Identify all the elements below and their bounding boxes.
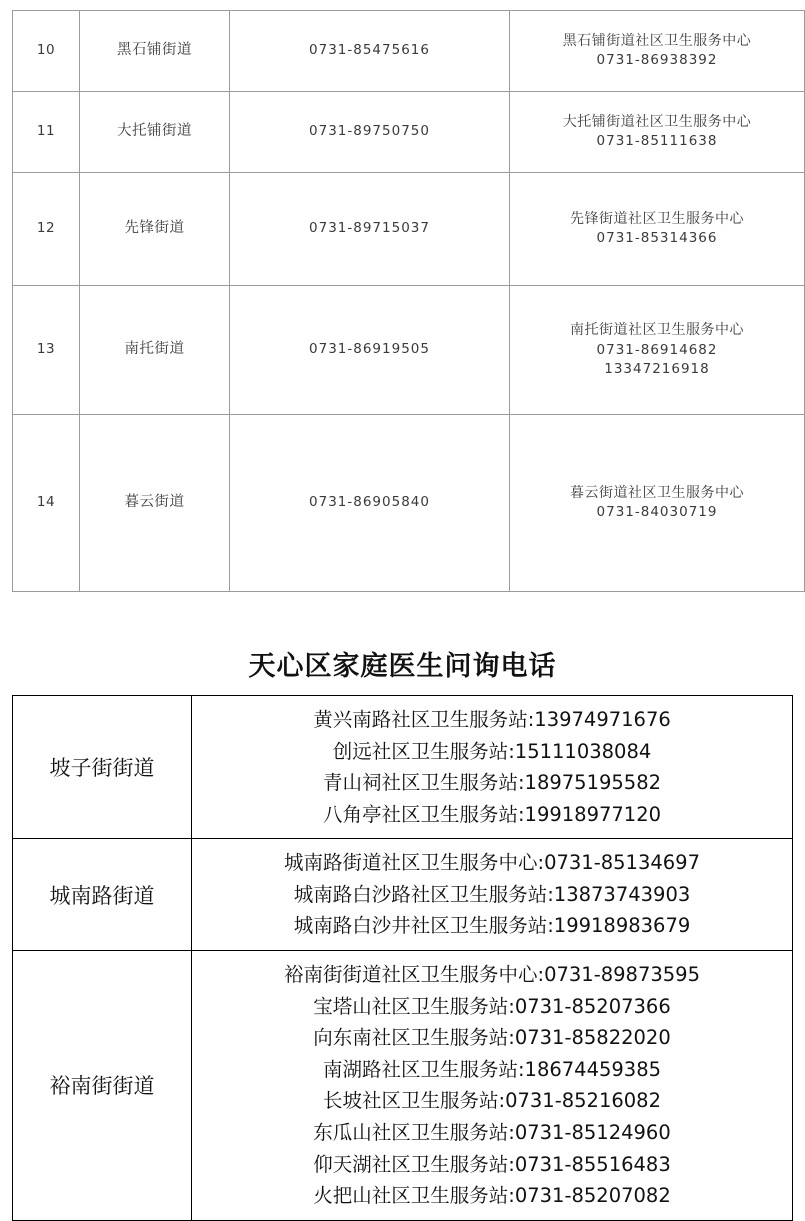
- street-name: 坡子街街道: [13, 696, 192, 839]
- list-item: 八角亭社区卫生服务站:19918977120: [322, 802, 662, 826]
- table-row: [13, 839, 793, 951]
- list-item: 长坡社区卫生服务站:0731-85216082: [323, 1089, 661, 1113]
- street-name: 南托街道: [80, 286, 230, 415]
- table-row: [13, 173, 805, 286]
- row-number: 13: [13, 286, 80, 415]
- street-name: 裕南街街道: [13, 951, 192, 1221]
- bottom-table-container: [0, 695, 805, 1221]
- list-item: 青山祠社区卫生服务站:18975195582: [322, 771, 662, 795]
- service-center-name: 暮云街道社区卫生服务中心: [570, 485, 744, 502]
- table-row: [13, 286, 805, 415]
- page-title: 天心区家庭医生问询电话: [248, 651, 557, 682]
- list-item: 城南路白沙路社区卫生服务站:13873743903: [293, 882, 691, 906]
- list-item: 向东南社区卫生服务站:0731-85822020: [313, 1026, 671, 1050]
- service-center-phone: 0731-86914682: [596, 341, 718, 358]
- street-phone: 0731-86905840: [230, 415, 510, 592]
- table-row: [13, 415, 805, 592]
- table-row: [13, 696, 793, 839]
- service-center-name: 黑石铺街道社区卫生服务中心: [562, 33, 752, 50]
- row-number: 10: [13, 11, 80, 92]
- street-name: 先锋街道: [80, 173, 230, 286]
- service-center-phone: 0731-84030719: [596, 504, 718, 521]
- street-phone: 0731-89715037: [230, 173, 510, 286]
- street-name: 黑石铺街道: [80, 11, 230, 92]
- service-center-cell: [510, 11, 805, 92]
- table-row: [13, 11, 805, 92]
- service-center-name: 大托铺街道社区卫生服务中心: [562, 114, 752, 131]
- list-item: 城南路白沙井社区卫生服务站:19918983679: [293, 914, 691, 938]
- street-name: 暮云街道: [80, 415, 230, 592]
- street-name: 城南路街道: [13, 839, 192, 951]
- service-center-cell: [510, 286, 805, 415]
- service-station-list: [192, 951, 793, 1221]
- street-name: 大托铺街道: [80, 92, 230, 173]
- service-center-phone: 0731-86938392: [596, 52, 718, 69]
- street-phone: 0731-85475616: [230, 11, 510, 92]
- list-item: 裕南街街道社区卫生服务中心:0731-89873595: [284, 963, 700, 987]
- row-number: 12: [13, 173, 80, 286]
- service-center-name: 先锋街道社区卫生服务中心: [570, 211, 744, 228]
- list-item: 城南路街道社区卫生服务中心:0731-85134697: [284, 851, 700, 875]
- street-phone: 0731-89750750: [230, 92, 510, 173]
- service-center-phone-secondary: 13347216918: [604, 361, 710, 378]
- row-number: 14: [13, 415, 80, 592]
- list-item: 南湖路社区卫生服务站:18674459385: [322, 1057, 662, 1081]
- family-doctor-phone-table: [12, 695, 793, 1221]
- list-item: 宝塔山社区卫生服务站:0731-85207366: [313, 994, 671, 1018]
- service-center-phone: 0731-85111638: [596, 133, 718, 150]
- table-row: [13, 92, 805, 173]
- service-station-list: [192, 696, 793, 839]
- community-health-center-table: [12, 10, 805, 592]
- street-phone: 0731-86919505: [230, 286, 510, 415]
- top-table-container: [0, 0, 805, 592]
- service-center-cell: [510, 415, 805, 592]
- list-item: 东瓜山社区卫生服务站:0731-85124960: [313, 1120, 671, 1144]
- service-center-cell: [510, 173, 805, 286]
- row-number: 11: [13, 92, 80, 173]
- service-station-list: [192, 839, 793, 951]
- service-center-name: 南托街道社区卫生服务中心: [570, 322, 744, 339]
- service-center-cell: [510, 92, 805, 173]
- list-item: 仰天湖社区卫生服务站:0731-85516483: [313, 1152, 671, 1176]
- service-center-phone: 0731-85314366: [596, 230, 718, 247]
- list-item: 黄兴南路社区卫生服务站:13974971676: [313, 708, 671, 731]
- list-item: 火把山社区卫生服务站:0731-85207082: [313, 1184, 671, 1208]
- table-row: [13, 951, 793, 1221]
- list-item: 创远社区卫生服务站:15111038084: [332, 739, 652, 763]
